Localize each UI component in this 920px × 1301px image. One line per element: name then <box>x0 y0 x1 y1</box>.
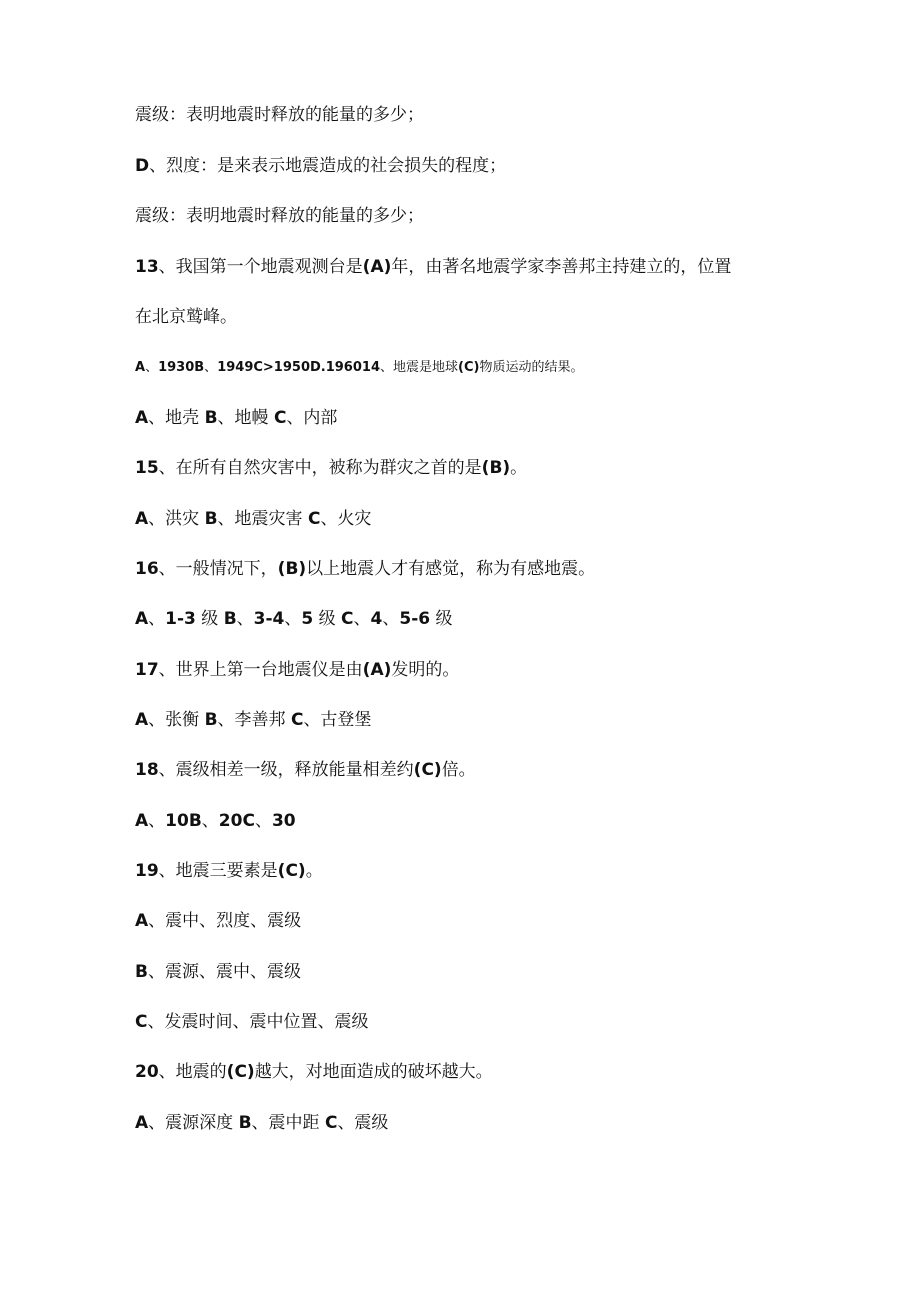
text-segment: 震级：表明地震时释放的能量的多少； <box>135 105 424 125</box>
text-segment: 发明的。 <box>391 660 460 680</box>
text-segment: 、地震的 <box>158 1062 227 1082</box>
text-line <box>135 810 860 832</box>
text-segment: 物质运动的结果。 <box>479 360 584 375</box>
text-segment: 、一般情况下， <box>158 559 278 579</box>
text-segment: 、 <box>236 609 254 629</box>
bold-segment: B <box>238 1113 252 1133</box>
text-segment: 、地壳 <box>148 408 205 428</box>
text-segment: 震级：表明地震时释放的能量的多少； <box>135 206 424 226</box>
bold-segment: 13 <box>135 257 159 277</box>
text-line <box>135 1061 860 1083</box>
bold-segment: C <box>307 509 321 529</box>
text-line <box>135 608 860 630</box>
text-line <box>135 709 860 731</box>
text-segment: 倍。 <box>441 760 476 780</box>
bold-segment: C <box>290 710 304 730</box>
bold-segment: B <box>204 509 218 529</box>
bold-segment: A <box>135 360 146 375</box>
bold-segment: 17 <box>135 660 159 680</box>
text-line <box>135 306 860 328</box>
text-segment: 、洪灾 <box>148 509 205 529</box>
text-line <box>135 407 860 429</box>
bold-segment: 20 <box>135 1062 159 1082</box>
bold-segment: 5 <box>301 609 314 629</box>
bold-segment: 1949C>1950D.196014 <box>217 360 380 375</box>
text-segment: 、震级 <box>337 1113 389 1133</box>
text-segment: 、震中距 <box>251 1113 325 1133</box>
bold-segment: B <box>204 710 218 730</box>
text-segment: 、 <box>145 360 159 375</box>
bold-segment: 16 <box>135 559 159 579</box>
text-segment: 、张衡 <box>148 710 205 730</box>
text-line <box>135 205 860 227</box>
text-segment: 、 <box>148 811 166 831</box>
text-line <box>135 659 860 681</box>
bold-segment: 1-3 <box>165 609 196 629</box>
text-segment: 级 <box>313 609 342 629</box>
bold-segment: 20C <box>218 811 255 831</box>
bold-segment: 3-4 <box>253 609 285 629</box>
text-segment: 、 <box>254 811 272 831</box>
bold-segment: (B) <box>277 559 307 579</box>
text-line <box>135 860 860 882</box>
text-segment: 以上地震人才有感觉，称为有感地震。 <box>306 559 596 579</box>
bold-segment: (C) <box>226 1062 255 1082</box>
bold-segment: (B) <box>481 458 511 478</box>
text-segment: 、地幔 <box>217 408 274 428</box>
text-line <box>135 1112 860 1134</box>
text-segment: 、 <box>204 360 218 375</box>
bold-segment: B <box>135 962 148 982</box>
text-segment: 。 <box>510 458 528 478</box>
text-segment: 、烈度：是来表示地震造成的社会损失的程度； <box>149 156 507 176</box>
text-line <box>135 558 860 580</box>
bold-segment: A <box>135 710 149 730</box>
text-segment: 、发震时间、震中位置、震级 <box>147 1012 369 1032</box>
bold-segment: 15 <box>135 458 159 478</box>
text-segment: 、 <box>353 609 371 629</box>
text-segment: 、地震三要素是 <box>158 861 278 881</box>
bold-segment: A <box>135 609 149 629</box>
bold-segment: A <box>135 1113 149 1133</box>
text-segment: 级 <box>195 609 224 629</box>
text-segment: 、 <box>382 609 400 629</box>
text-segment: 、李善邦 <box>217 710 291 730</box>
text-segment: 、 <box>284 609 302 629</box>
text-segment: 、火灾 <box>320 509 372 529</box>
text-line <box>135 759 860 781</box>
text-segment: 、在所有自然灾害中，被称为群灾之首的是 <box>158 458 482 478</box>
bold-segment: D <box>135 156 150 176</box>
bold-segment: C <box>135 1012 148 1032</box>
text-segment: 。 <box>305 861 323 881</box>
bold-segment: C <box>273 408 287 428</box>
text-line <box>135 1011 860 1033</box>
bold-segment: A <box>135 509 149 529</box>
text-line <box>135 961 860 983</box>
bold-segment: (A) <box>362 257 392 277</box>
text-segment: 、世界上第一台地震仪是由 <box>158 660 363 680</box>
bold-segment: A <box>135 911 149 931</box>
text-line <box>135 357 860 379</box>
text-segment: 级 <box>430 609 453 629</box>
text-segment: 越大，对地面造成的破坏越大。 <box>254 1062 493 1082</box>
text-segment: 、我国第一个地震观测台是 <box>158 257 363 277</box>
bold-segment: 18 <box>135 760 159 780</box>
text-line <box>135 256 860 278</box>
bold-segment: C <box>341 609 354 629</box>
bold-segment: 5-6 <box>399 609 431 629</box>
text-segment: 、地震是地球 <box>380 360 459 375</box>
text-segment: 、震中、烈度、震级 <box>148 911 302 931</box>
bold-segment: 30 <box>271 811 296 831</box>
bold-segment: 4 <box>370 609 383 629</box>
text-segment: 、古登堡 <box>303 710 372 730</box>
bold-segment: B <box>204 408 218 428</box>
bold-segment: C <box>324 1113 338 1133</box>
bold-segment: 10B <box>165 811 202 831</box>
bold-segment: (C) <box>458 360 480 375</box>
bold-segment: (C) <box>413 760 442 780</box>
text-segment: 、 <box>148 609 166 629</box>
text-segment: 、震源、震中、震级 <box>147 962 301 982</box>
bold-segment: 1930B <box>158 360 205 375</box>
text-line <box>135 910 860 932</box>
text-segment: 、内部 <box>286 408 338 428</box>
text-line <box>135 508 860 530</box>
bold-segment: (A) <box>362 660 392 680</box>
text-line <box>135 104 860 126</box>
bold-segment: A <box>135 811 149 831</box>
bold-segment: B <box>223 609 237 629</box>
text-segment: 年，由著名地震学家李善邦主持建立的，位置 <box>391 257 732 277</box>
text-segment: 、 <box>201 811 219 831</box>
bold-segment: 19 <box>135 861 159 881</box>
text-segment: 在北京鹫峰。 <box>135 307 237 327</box>
text-segment: 、震级相差一级，释放能量相差约 <box>158 760 414 780</box>
text-segment: 、震源深度 <box>148 1113 239 1133</box>
text-line <box>135 457 860 479</box>
text-segment: 、地震灾害 <box>217 509 308 529</box>
bold-segment: (C) <box>277 861 306 881</box>
bold-segment: A <box>135 408 149 428</box>
text-line <box>135 155 860 177</box>
